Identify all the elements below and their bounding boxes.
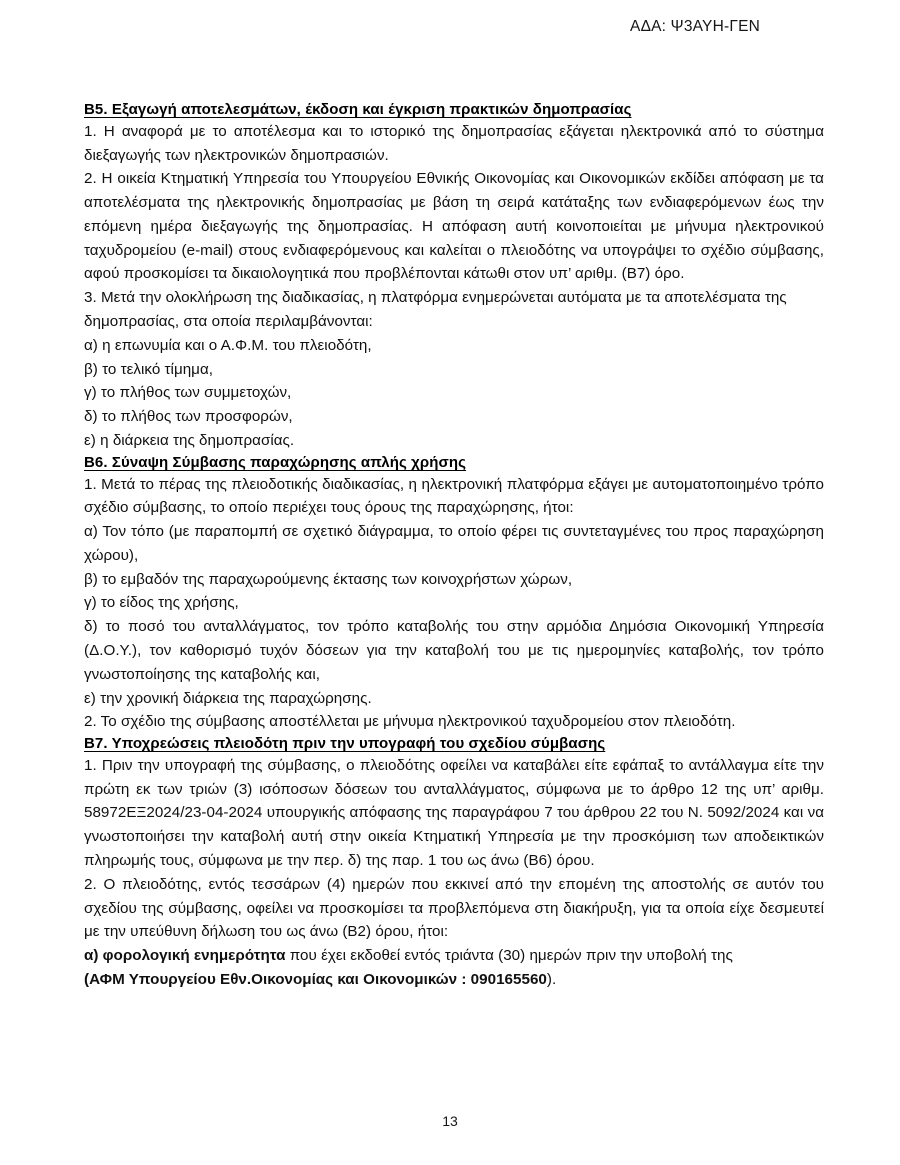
page-number: 13 (442, 1113, 458, 1129)
b7-item-a-afm-value: ΑΦΜ Υπουργείου Εθν.Οικονομίας και Οικονομικών : 090165560 (89, 970, 547, 988)
b7-list-item-a-line2 (84, 968, 824, 992)
b7-list-item-a (84, 944, 824, 968)
b5-paragraph-2: 2. Η οικεία Κτηματική Υπηρεσία του Υπουργείου Εθνικής Οικονομίας και Οικονομικών εκδίδει απόφαση με τα αποτελέσματα της ηλεκτρονικής δημοπρασίας με βάση τη σειρά κατάταξης των ενδιαφερόμενων έως την επόμενη ημέρα διεξαγωγής της δημοπρασίας. Η απόφαση αυτή κοινοποιείται με μήνυμα ηλεκτρονικού ταχυδρομείου (e-mail) στους ενδιαφερόμενους και καλείται ο πλειοδότης να υπογράψει το σχέδιο σύμβασης, αφού προσκομίσει τα δικαιολογητικά που προβλέπονται κάτωθι στον υπ’ αριθμ. (Β7) όρο. (84, 170, 824, 283)
b7-item-a-paren-close: ). (546, 970, 557, 988)
ada-header: ΑΔΑ: Ψ3ΑΥΗ-ΓΕΝ (630, 18, 760, 35)
b7-paragraph-1: 1. Πριν την υπογραφή της σύμβασης, ο πλειοδότης οφείλει να καταβάλει είτε εφάπαξ το αντάλλαγμα είτε την πρώτη εκ των τριών (3) ισόποσων δόσεων του ανταλλάγματος, σύμφωνα με το άρθρο 12 της υπ’ αριθμ. 58972ΕΞ2024/23-04-2024 υπουργικής απόφασης της παραγράφου 7 του άρθρου 22 του Ν. 5092/2024 και να γνωστοποιήσει την καταβολή αυτή στην οικεία Κτηματική Υπηρεσία με την προσκόμιση των αποδεικτικών πληρωμής τους, σύμφωνα με την περ. δ) της παρ. 1 του ως άνω (Β6) όρου. (84, 756, 824, 870)
b6-list-item-d: δ) το ποσό του ανταλλάγματος, τον τρόπο καταβολής του στην αρμόδια Δημόσια Οικονομική Υπηρεσία (Δ.Ο.Υ.), τον καθορισμό τυχόν δόσεων για την καταβολή του με τις ημερομηνίες καταβολής, τον τρόπο γνωστοποίησης της καταβολής και, (84, 618, 824, 683)
b5-paragraph-3: 3. Μετά την ολοκλήρωση της διαδικασίας, η πλατφόρμα ενημερώνεται αυτόματα με τα αποτελέσματα της δημοπρασίας, στα οποία περιλαμβάνονται: (84, 289, 787, 331)
section-heading-b5: Β5. Εξαγωγή αποτελεσμάτων, έκδοση και έγκριση πρακτικών δημοπρασίας (84, 101, 632, 118)
section-heading-b7: Β7. Υποχρεώσεις πλειοδότη πριν την υπογραφή του σχεδίου σύμβασης (84, 735, 606, 753)
b5-list-item-a: α) η επωνυμία και ο Α.Φ.Μ. του πλειοδότη, (84, 336, 372, 354)
b7-paragraph-2: 2. Ο πλειοδότης, εντός τεσσάρων (4) ημερών που εκκινεί από την επομένη της αποστολής σε αυτόν του σχεδίου της σύμβασης, οφείλει να προσκομίσει τα προβλεπόμενα στη διακήρυξη, για τα οποία είχε δεσμευτεί με την υπεύθυνη δήλωση του ως άνω (Β2) όρου, ήτοι: (84, 875, 824, 941)
b6-paragraph-1: 1. Μετά το πέρας της πλειοδοτικής διαδικασίας, η ηλεκτρονική πλατφόρμα εξάγει με αυτοματοποιημένο τρόπο σχέδιο σύμβασης, το οποίο περιέχει τους όρους της παραχώρησης, ήτοι: (84, 475, 824, 517)
section-heading-b6: Β6. Σύναψη Σύμβασης παραχώρησης απλής χρήσης (84, 453, 467, 471)
b6-list-item-e: ε) την χρονική διάρκεια της παραχώρησης. (84, 689, 372, 707)
b6-list-item-a: α) Τον τόπο (με παραπομπή σε σχετικό διάγραμμα, το οποίο φέρει τις συντεταγμένες του προς παραχώρηση χώρου), (84, 523, 824, 564)
b7-item-a-bold-lead: α) φορολογική ενημερότητα (84, 947, 286, 965)
b5-list-item-d: δ) το πλήθος των προσφορών, (84, 408, 293, 426)
b7-item-a-paren-open: ( (84, 970, 90, 988)
b5-list-item-c: γ) το πλήθος των συμμετοχών, (84, 384, 292, 402)
b5-list-item-b: β) το τελικό τίμημα, (84, 360, 213, 378)
b6-list-item-b: β) το εμβαδόν της παραχωρούμενης έκτασης των κοινοχρήστων χώρων, (84, 570, 573, 588)
b5-paragraph-1: 1. Η αναφορά με το αποτέλεσμα και το ιστορικό της δημοπρασίας εξάγεται ηλεκτρονικά από το σύστημα διεξαγωγής των ηλεκτρονικών δημοπρασιών. (84, 122, 824, 164)
b7-item-a-rest: που έχει εκδοθεί εντός τριάντα (30) ημερών πριν την υποβολή της (285, 947, 733, 965)
b6-paragraph-2: 2. Το σχέδιο της σύμβασης αποστέλλεται με μήνυμα ηλεκτρονικού ταχυδρομείου στον πλειοδότη. (84, 713, 736, 731)
b6-list-item-c: γ) το είδος της χρήσης, (84, 594, 239, 612)
document-body (84, 100, 824, 992)
b5-list-item-e: ε) η διάρκεια της δημοπρασίας. (84, 431, 295, 449)
